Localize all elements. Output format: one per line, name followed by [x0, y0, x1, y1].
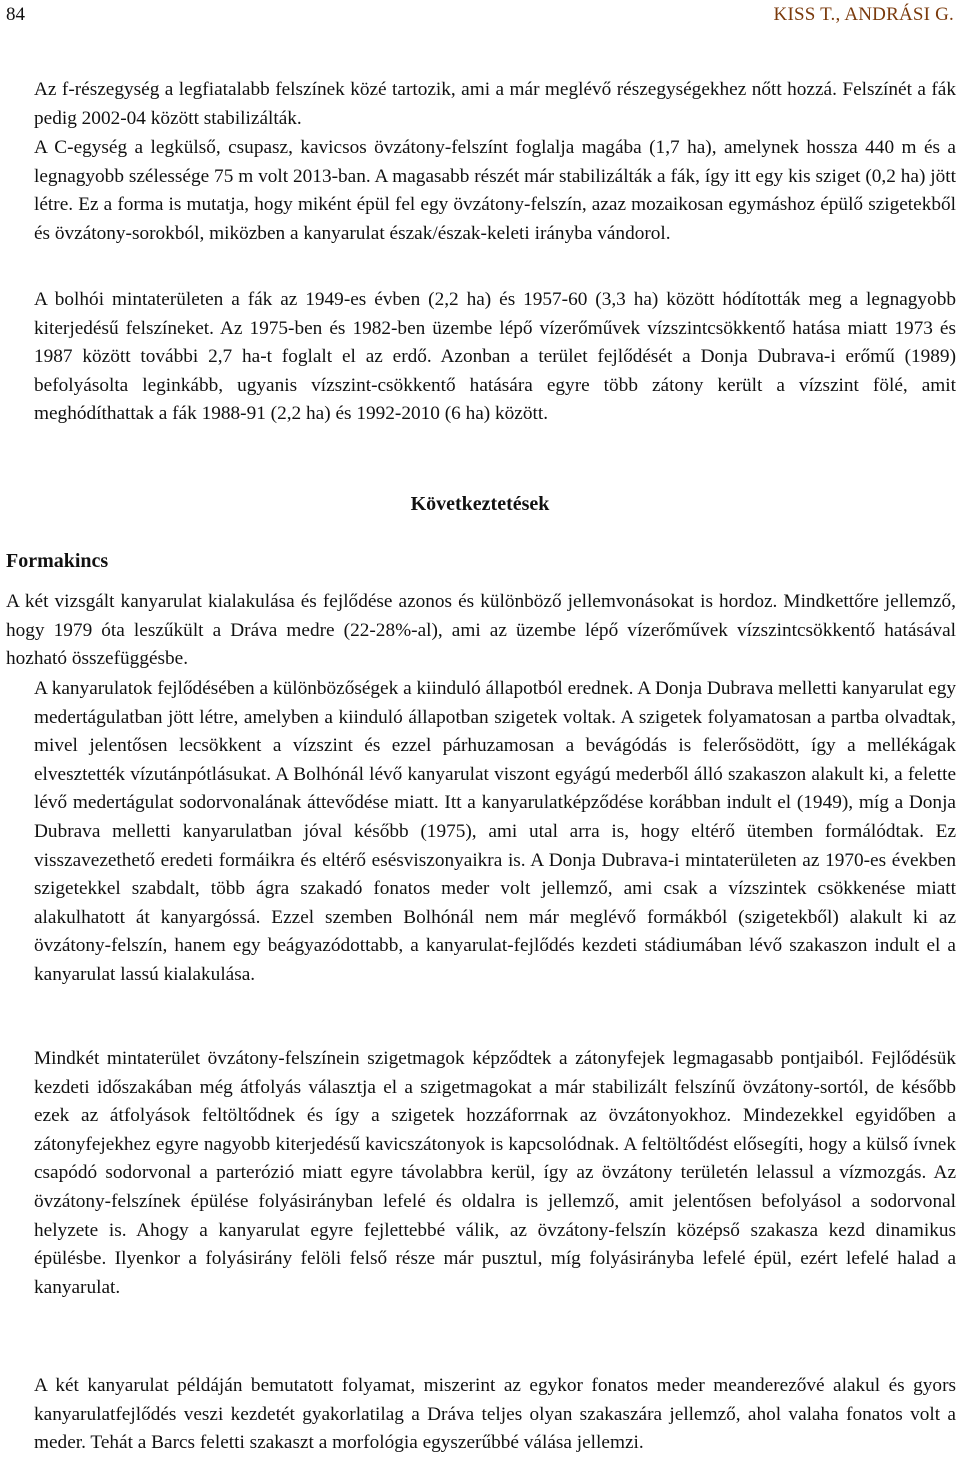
paragraph-text: A két kanyarulat példáján bemutatott folyamat, miszerint az egykor fonatos meder meanderezővé alakul és gyors kanyarulatfejlődés veszi kezdetét gyakorlatilag a Dráva teljes olyan szakaszára jellemző, ahol valaha fonatos volt a meder. Tehát a Barcs feletti szakaszt a morfológia egyszerűbbé válása jellemzi.	[34, 1375, 956, 1454]
running-header	[6, 2, 954, 28]
section-heading: Következtetések	[410, 493, 550, 515]
paragraph-text: A bolhói mintaterületen a fák az 1949-es évben (2,2 ha) és 1957-60 (3,3 ha) között hódították meg a legnagyobb kiterjedésű felszíneket. Az 1975-ben és 1982-ben üzembe lépő vízerőművek vízszintcsökkentő hatása miatt 1973 és 1987 között további 2,7 ha-t foglalt el az erdő. Azonban a terület fejlődését a Donja Dubrava-i erőmű (1989) befolyásolta leginkább, ugyanis vízszint-csökkentő hatására egyre több zátony került a vízszint fölé, amit meghódíthattak a fák 1988-91 (2,2 ha) és 1992-2010 (6 ha) között.	[34, 289, 956, 425]
paragraph-text: Az f-részegység a legfiatalabb felszínek közé tartozik, ami a már meglévő részegységekhez nőtt hozzá. Felszínét a fák pedig 2002-04 között stabilizálták.	[34, 79, 956, 129]
paragraph-bolho-area	[6, 286, 956, 429]
paragraph-text: A kanyarulatok fejlődésében a különbözőségek a kiinduló állapotból erednek. A Donja Dubrava melletti kanyarulat egy medertágulatban jött létre, amelyben a kiinduló állapotban szigetek voltak. A szigetek folyamatosan a partba olvadtak, mivel jelentősen lecsökkent a vízszint és ezzel párhuzamosan a bevágódás is felerősödött, így a mellékágak elvesztették vízutánpótlásukat. A Bolhónál lévő kanyarulat viszont egyágú mederből álló szakaszon alakult ki, a felette lévő medertágulat sodorvonalának áttevődése miatt. Itt a kanyarulatképződése korábban indult el (1949), míg a Donja Dubrava melletti kanyarulatban jóval később (1975), ami utal arra is, hogy eltérő ütemben formálódtak. Ez visszavezethető eredeti formáikra és eltérő esésviszonyaikra is. A Donja Dubrava-i mintaterületen az 1970-es években szigetekkel szabdalt, több ágra szakadó fonatos meder volt jellemző, ami csak a vízszintek csökkenése miatt alakulhatott át kanyargóssá. Ezzel szemben Bolhónál nem már meglévő formákból (szigetekből) alakult ki az övzátony-felszín, hanem egy beágyazódottabb, a kanyarulat-fejlődés kezdeti stádiumában lévő szakaszon indult el a kanyarulat lassú kialakulása.	[34, 678, 956, 985]
paragraph-differences	[6, 675, 956, 990]
paragraph-island-cores	[6, 1045, 956, 1302]
page-number: 84	[6, 4, 25, 25]
paragraph-c-unit	[6, 134, 956, 248]
paragraph-text: A két vizsgált kanyarulat kialakulása és fejlődése azonos és különböző jellemvonásokat is hordoz. Mindkettőre jellemző, hogy 1979 óta leszűkült a Dráva medre (22-28%-al), ami az üzembe lépő vízerőművek vízszintcsökkentő hatásával hozható összefüggésbe.	[6, 591, 956, 670]
running-title-authors: KISS T., ANDRÁSI G.	[773, 4, 954, 25]
paragraph-text: A C-egység a legkülső, csupasz, kavicsos övzátony-felszínt foglalja magába (1,7 ha), amelynek hossza 440 m és a legnagyobb szélessége 75 m volt 2013-ban. A magasabb részét már stabilizálták a fák, így itt egy kis sziget (0,2 ha) jött létre. Ez a forma is mutatja, hogy miként épül fel egy övzátony-felszín, azaz mozaikosan egymáshoz épülő szigetekből és övzátony-sorokból, miközben a kanyarulat észak/észak-keleti irányba vándorol.	[34, 137, 956, 244]
subsection-heading: Formakincs	[6, 550, 109, 572]
paragraph-text: Mindkét mintaterület övzátony-felszínein szigetmagok képződtek a zátonyfejek legmagasabb pontjaiból. Fejlődésük kezdeti időszakában még átfolyás választja el a szigetmagokat a már stabilizált felszínű övzátony-sortól, de később ezek az átfolyások feltöltődnek és így a szigetek hozzáforrnak az övzátonyokhoz. Mindezekkel egyidőben a zátonyfejekhez egyre nagyobb kiterjedésű kavicszátonyok is kapcsolódnak. A feltöltődést elősegíti, hogy a külső ívnek csapódó sodorvonal a parterózió miatt egyre távolabbra kerül, így az övzátony területén lelassul a vízmozgás. Az övzátony-felszínek épülése folyásirányban lefelé és oldalra is jellemző, amit jelentősen befolyásol a sodorvonal helyzete is. Ahogy a kanyarulat egyre fejlettebbé válik, az övzátony-felszín középső szakasza kezd dinamikus épülésbe. Ilyenkor a folyásirány felöli felső része már pusztul, míg folyásirányba lefelé épül, ezért lefelé halad a kanyarulat.	[34, 1048, 956, 1298]
paragraph-f-subunit	[6, 76, 956, 133]
paragraph-summary	[6, 1372, 956, 1458]
paragraph-conclusion-intro	[6, 588, 956, 674]
